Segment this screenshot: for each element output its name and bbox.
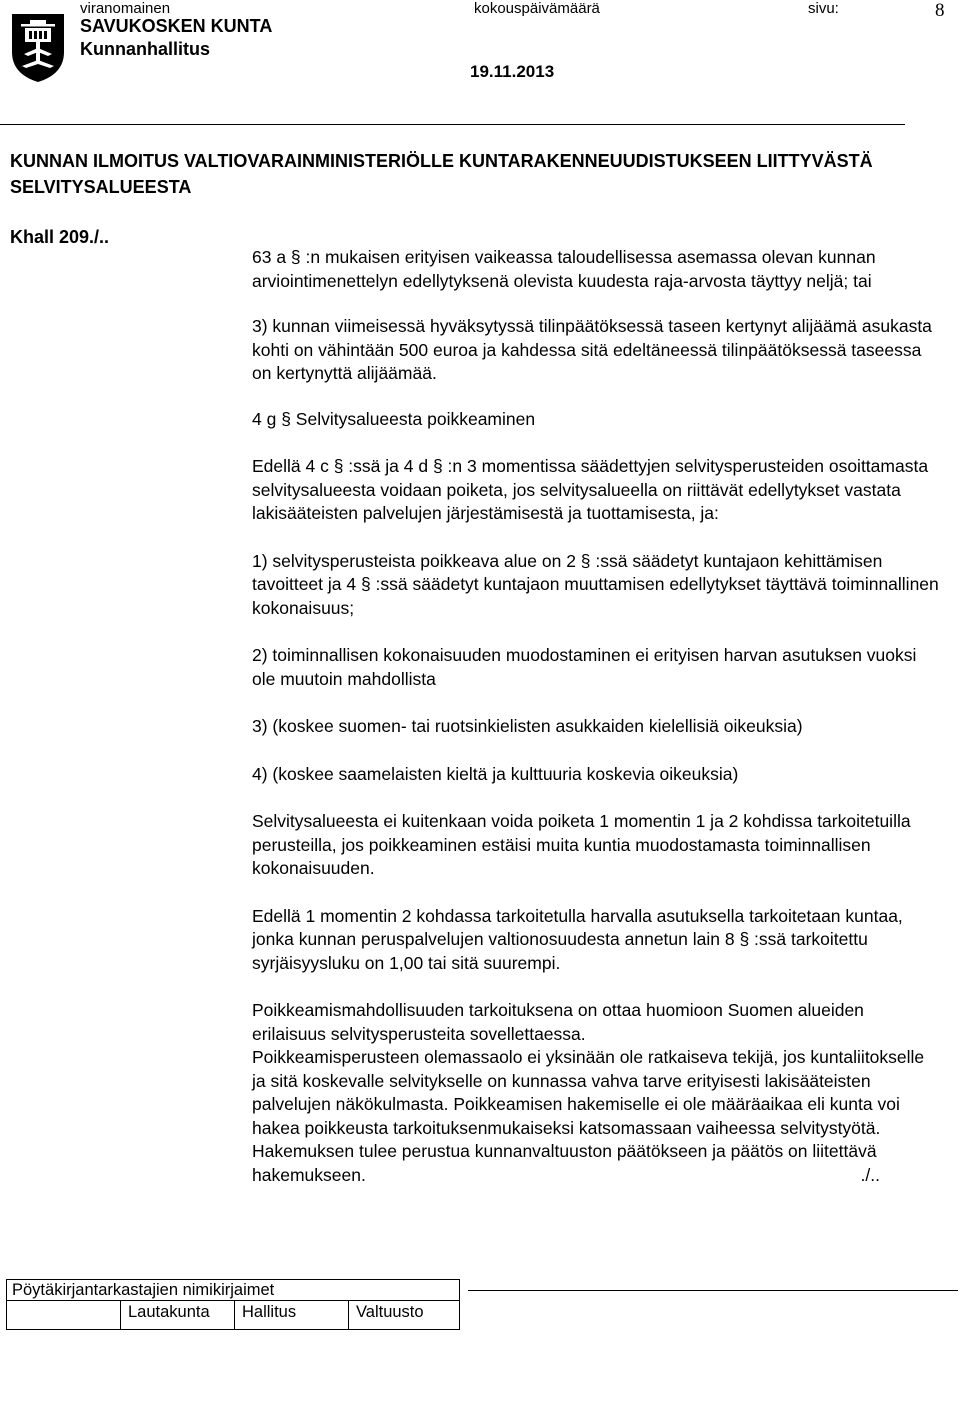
meeting-date: 19.11.2013 <box>470 62 555 81</box>
list-item: 3) (koskee suomen- tai ruotsinkielisten asukkaiden kielellisiä oikeuksia) <box>252 716 803 736</box>
department-name: Kunnanhallitus <box>80 39 210 59</box>
page-number: 8 <box>935 0 945 21</box>
paragraph: Edellä 4 c § :ssä ja 4 d § :n 3 momentissa säädettyjen selvitysperusteiden osoittamasta selvitysalueesta voidaan poiketa, jos selvitysalueella on riittävät edellytykset vastata lakisääteisten palvelujen järjestämisestä ja tuottamisesta, ja: <box>252 456 933 523</box>
signature-column-council: Valtuusto <box>356 1303 424 1321</box>
section-heading: 4 g § Selvitysalueesta poikkeaminen <box>252 408 536 429</box>
header-divider <box>0 124 905 125</box>
paragraph: Poikkeamismahdollisuuden tarkoituksena on ottaa huomioon Suomen alueiden erilaisuus selvitysperusteita sovellettaessa. <box>252 1000 869 1044</box>
signature-column-executive: Hallitus <box>242 1303 297 1321</box>
signature-box-title: Pöytäkirjantarkastajien nimikirjaimet <box>12 1281 275 1299</box>
paragraph: 63 a § :n mukaisen erityisen vaikeassa taloudellisessa asemassa olevan kunnan arviointimenettelyn edellytyksenä olevista kuudesta raja-arvosta täyttyy neljä; tai <box>252 247 881 291</box>
header-label-authority: viranomainen <box>80 0 171 17</box>
paragraph: Selvitysalueesta ei kuitenkaan voida poiketa 1 momentin 1 ja 2 kohdissa tarkoitetuilla perusteilla, jos poikkeaminen estäisi muita kuntia muodostamasta toiminnallisen kokonaisuuden. <box>252 811 916 878</box>
signature-column-divider <box>120 1300 121 1330</box>
signature-column-divider <box>234 1300 235 1330</box>
header-label-page: sivu: <box>808 0 839 17</box>
organization-name: SAVUKOSKEN KUNTA <box>80 16 273 36</box>
paragraph: 3) kunnan viimeisessä hyväksytyssä tilinpäätöksessä taseen kertynyt alijäämä asukasta kohti on vähintään 500 euroa ja kahdessa sitä edeltäneessä tilinpäätöksessä taseessa on kertynyttä alijäämää. <box>252 316 937 383</box>
signature-column-divider <box>348 1300 349 1330</box>
signature-box-divider <box>6 1300 460 1301</box>
paragraph-text: Hakemuksen tulee perustua kunnanvaltuuston päätökseen ja päätös on liitettävä hakemukseen. <box>252 1141 882 1185</box>
header-label-meeting-date: kokouspäivämäärä <box>474 0 600 17</box>
municipal-crest-icon <box>10 12 66 84</box>
paragraph: Edellä 1 momentin 2 kohdassa tarkoitetulla harvalla asutuksella tarkoitetaan kuntaa, jonka kunnan peruspalvelujen valtionosuudesta annetun lain 8 § :ssä tarkoitettu syrjäisyysluku on 1,00 tai sitä suurempi. <box>252 905 908 973</box>
paragraph <box>252 1140 942 1187</box>
paragraph: Poikkeamisperusteen olemassaolo ei yksinään ole ratkaiseva tekijä, jos kuntaliitokselle ja sitä koskevalle selvitykselle on kunnassa vahva tarve erityisesti lakisääteisten palvelujen näkökulmasta. Poikkeamisen hakemiselle ei ole määräaikaa eli kunta voi hakea poikkeusta tarkoituksenmukaiseksi katsomassaan vaiheessa selvitystyötä. <box>252 1047 930 1138</box>
signature-column-board: Lautakunta <box>128 1303 210 1321</box>
document-title: KUNNAN ILMOITUS VALTIOVARAINMINISTERIÖLLE KUNTARAKENNEUUDISTUKSEEN LIITTYVÄSTÄ SELVITYSALUEESTA <box>10 151 873 197</box>
list-item: 1) selvitysperusteista poikkeava alue on 2 § :ssä säädetyt kuntajaon kehittämisen tavoitteet ja 4 § :ssä säädetyt kuntajaon muuttamisen edellytykset täyttävä toiminnallinen kokonaisuus; <box>252 550 944 618</box>
list-item: 2) toiminnallisen kokonaisuuden muodostaminen ei erityisen harvan asutuksen vuoksi ole muutoin mahdollista <box>252 645 922 689</box>
section-reference: Khall 209./.. <box>10 227 110 247</box>
footer-right-rule <box>468 1290 958 1291</box>
body-text <box>252 246 942 1187</box>
continuation-mark: ./.. <box>860 1164 880 1185</box>
list-item: 4) (koskee saamelaisten kieltä ja kulttuuria koskevia oikeuksia) <box>252 763 739 784</box>
